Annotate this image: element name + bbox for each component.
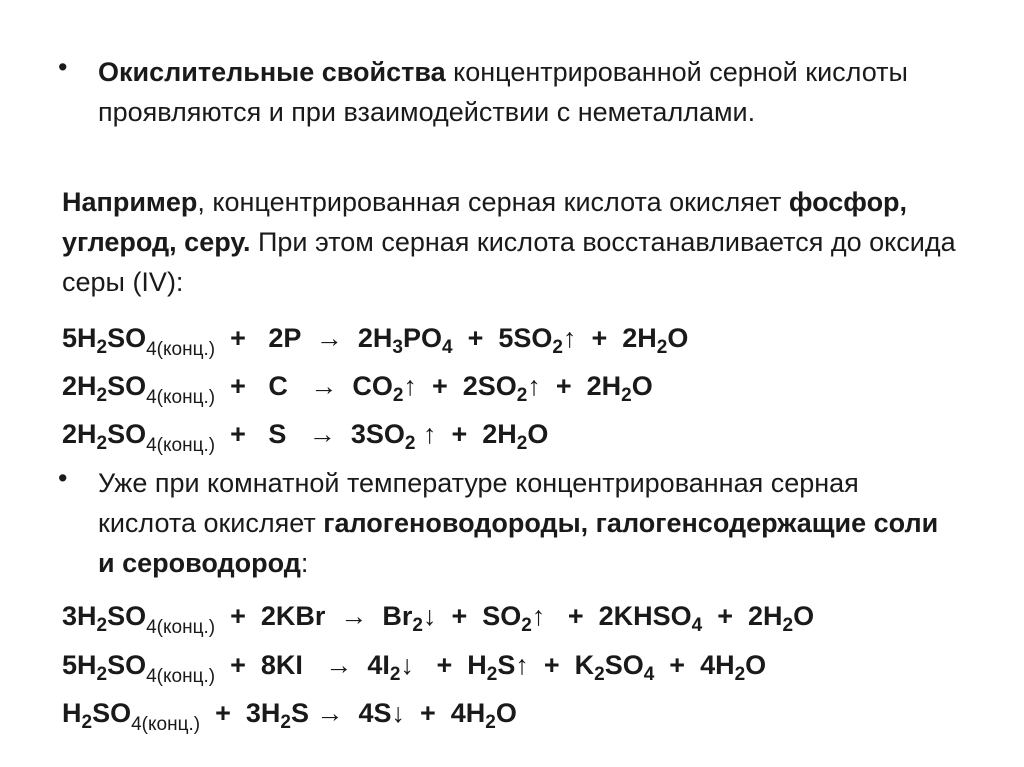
formula-part: 2 — [734, 664, 746, 685]
formula-part: 2 — [96, 337, 108, 358]
bold-elements: фосфор, углерод, серу. — [62, 187, 908, 257]
formula-part: 2 — [516, 433, 528, 454]
para-text-1: , концентрированная серная кислота окисляет — [197, 187, 789, 217]
formula-part: 2 — [552, 337, 563, 358]
para-text-2: При этом серная кислота восстанавливается до оксида серы (IV): — [62, 227, 956, 297]
formula-part: SO — [604, 650, 644, 680]
bullet-rest: концентрированной серной кислоты проявляются и при взаимодействии с неметаллами. — [98, 57, 908, 127]
formula-part: + 3H — [200, 698, 281, 728]
formula-part: + 2H — [702, 601, 783, 631]
formula-part: ↑ + 2H — [562, 323, 657, 353]
formula-part: 5H — [62, 650, 97, 680]
formula-part: + 4H — [654, 650, 735, 680]
formula-part: ↑ + 2SO — [403, 371, 517, 401]
formula-part: S → 4S↓ + 4H — [290, 698, 486, 728]
bold-term: Окислительные свойства — [98, 57, 446, 87]
formula-part: ↓ + SO — [422, 601, 522, 631]
formula-part: SO — [107, 371, 147, 401]
formula-part: 4(конц.) — [131, 714, 201, 735]
formula-part: 2 — [594, 664, 605, 685]
formula-part: SO — [107, 419, 147, 449]
equation-kbr — [62, 596, 814, 648]
formula-part: + C → CO — [215, 371, 393, 401]
formula-part: 2 — [392, 385, 404, 406]
bullet-text — [98, 52, 958, 132]
bullet-text — [98, 463, 958, 583]
formula-part: 2 — [389, 664, 401, 685]
formula-part: 4(конц.) — [146, 617, 216, 638]
bullet-room-temperature — [58, 463, 958, 583]
formula-part: 4(конц.) — [146, 387, 216, 408]
formula-part: 2H — [62, 419, 97, 449]
formula-part: O — [495, 698, 517, 728]
formula-part: 2 — [485, 712, 496, 733]
bullet-colon: : — [300, 548, 309, 578]
formula-part: 2 — [96, 433, 108, 454]
formula-part: PO — [403, 323, 443, 353]
equation-sulfur — [62, 414, 548, 466]
formula-part: 2 — [81, 712, 93, 733]
formula-part: 2 — [782, 615, 794, 636]
formula-part: 4(конц.) — [146, 666, 216, 687]
formula-part: ↑ + 2H — [415, 419, 517, 449]
formula-part: + 8KI → 4I — [215, 650, 390, 680]
formula-part: + 5SO — [452, 323, 553, 353]
formula-part: 2 — [412, 615, 423, 636]
formula-part: O — [745, 650, 767, 680]
paragraph-example — [62, 182, 962, 302]
formula-part: 4 — [442, 337, 453, 358]
formula-part: 2 — [404, 433, 416, 454]
bullet-text-1: Уже при комнатной температуре концентрированная серная кислота окисляет — [98, 468, 859, 538]
formula-part: ↓ + H — [400, 650, 487, 680]
formula-part: 2H — [62, 371, 97, 401]
formula-part: O — [631, 371, 653, 401]
formula-part: O — [527, 419, 549, 449]
equation-carbon — [62, 366, 653, 418]
formula-part: O — [667, 323, 689, 353]
bullet-dot-icon: • — [58, 52, 68, 82]
formula-part: 2 — [516, 385, 528, 406]
formula-part: 5H — [62, 323, 97, 353]
formula-part: 4(конц.) — [146, 435, 216, 456]
formula-part: 2 — [280, 712, 291, 733]
bold-example: Например — [62, 187, 198, 217]
formula-part: + 2P → 2H — [215, 323, 393, 353]
bold-halogens: галогеноводороды, галогенсодержащие соли и сероводород — [98, 508, 939, 578]
formula-part: 4(конц.) — [146, 339, 216, 360]
bullet-oxidizing-properties — [58, 52, 958, 132]
formula-part: 3 — [392, 337, 403, 358]
formula-part: SO — [107, 650, 147, 680]
formula-part: 2 — [96, 385, 108, 406]
formula-part: SO — [107, 601, 147, 631]
formula-part: ↑ + 2H — [527, 371, 622, 401]
formula-part: + S → 3SO — [215, 419, 405, 449]
formula-part: 4 — [643, 664, 655, 685]
formula-part: 2 — [656, 337, 668, 358]
formula-part: 2 — [486, 664, 498, 685]
formula-part: SO — [92, 698, 132, 728]
formula-part: 2 — [621, 385, 632, 406]
formula-part: + 2KBr → Br — [215, 601, 413, 631]
formula-part: 3H — [62, 601, 97, 631]
formula-part: SO — [107, 323, 147, 353]
formula-part: ↑ + 2KHSO — [531, 601, 692, 631]
formula-part: 2 — [96, 615, 108, 636]
equation-h2s — [62, 693, 517, 745]
equation-phosphorus — [62, 318, 688, 370]
formula-part: 2 — [96, 664, 108, 685]
equation-ki — [62, 645, 766, 697]
formula-part: H — [62, 698, 82, 728]
formula-part: 4 — [691, 615, 703, 636]
bullet-dot-icon: • — [58, 463, 68, 493]
formula-part: O — [793, 601, 815, 631]
formula-part: S↑ + K — [497, 650, 595, 680]
formula-part: 2 — [521, 615, 532, 636]
